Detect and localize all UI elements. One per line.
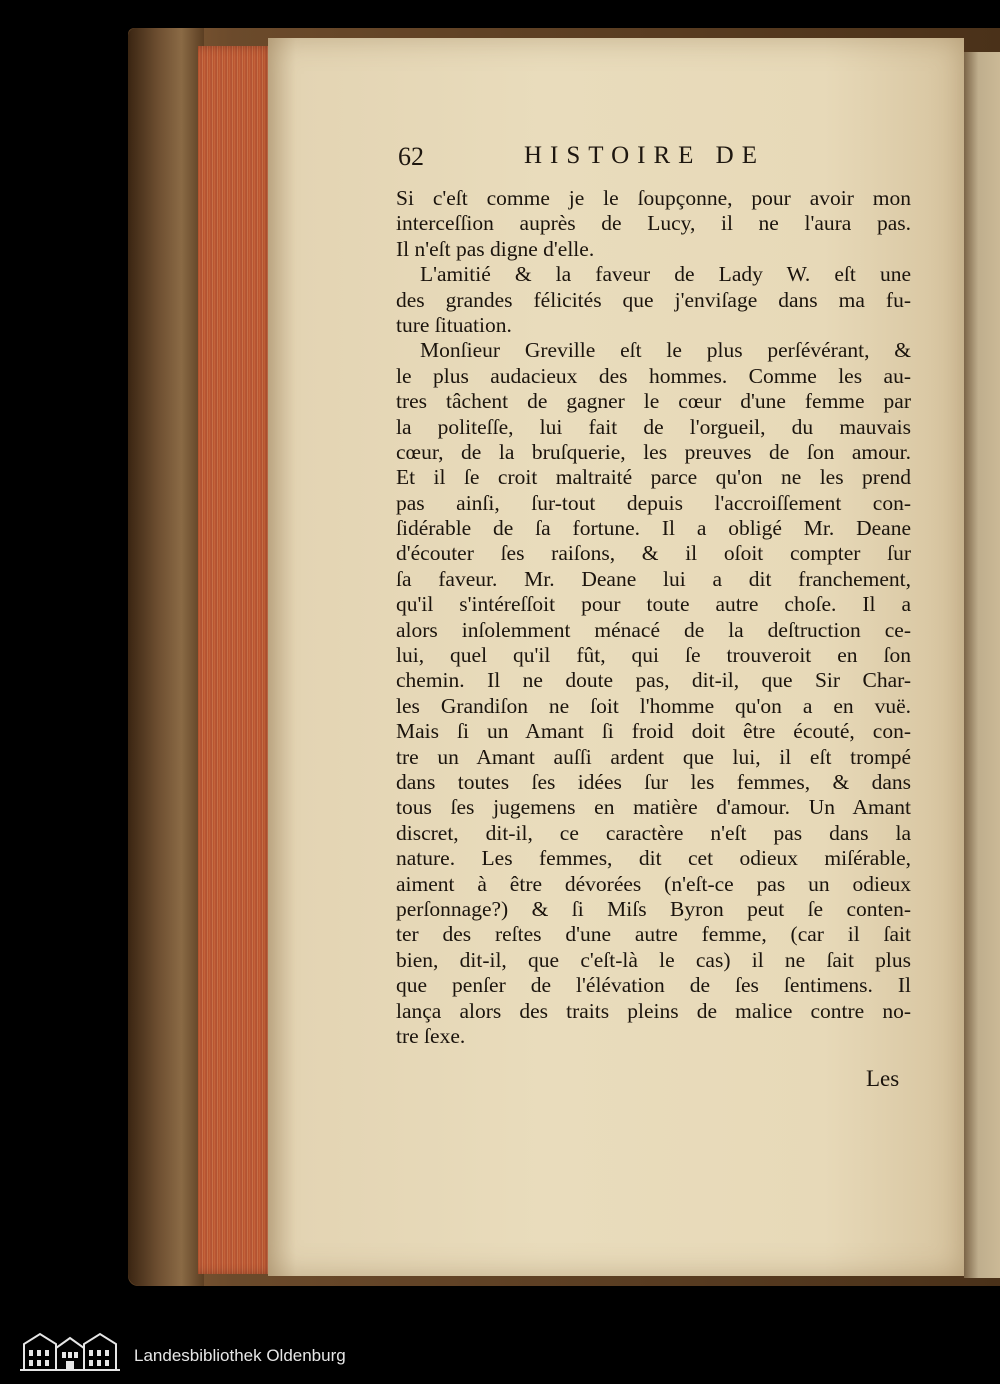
page-edges [198,46,276,1274]
text-line: L'amitié & la faveur de Lady W. eſt une [420,262,911,287]
text-line: Mais ſi un Amant ſi froid doit être écouté, con- [396,719,911,744]
text-line: pas ainſi, ſur-tout depuis l'accroiſſement con- [396,490,911,515]
text-line: aiment à être dévorées (n'eſt-ce pas un odieux [396,871,911,896]
text-line: perſonnage?) & ſi Miſs Byron peut ſe conten- [396,896,911,921]
body-text [396,186,911,1049]
text-line: nature. Les femmes, dit cet odieux miſérable, [396,846,911,871]
text-line: ter des reſtes d'une autre femme, (car il ſait [396,922,911,947]
text-line: que penſer de l'élévation de ſes ſentimens. Il [396,973,911,998]
text-line: discret, dit-il, ce caractère n'eſt pas dans la [396,820,911,845]
text-line: Si c'eſt comme je le ſoupçonne, pour avoir mon [396,186,911,210]
text-line: ſidérable de ſa fortune. Il a obligé Mr. Deane [396,516,911,541]
text-line: qu'il s'intéreſſoit pour toute autre choſe. Il a [396,592,911,617]
text-line: ture ſituation. [396,312,512,337]
text-line: lui, quel qu'il fût, qui ſe trouveroit en ſon [396,643,911,668]
text-line: tous ſes jugemens en matière d'amour. Un Amant [396,795,911,820]
book-spine [128,28,204,1286]
text-line: Et il ſe croit maltraité parce qu'on ne les prend [396,465,911,490]
text-line: d'écouter ſes raiſons, & il oſoit compter ſur [396,541,911,566]
text-line: Il n'eſt pas digne d'elle. [396,236,595,261]
page-number: 62 [398,142,424,171]
text-line: ſa faveur. Mr. Deane lui a dit franchement, [396,566,911,591]
text-line: la politeſſe, lui fait de l'orgueil, du mauvais [396,414,911,439]
text-line: bien, dit-il, que c'eſt-là le cas) il ne ſait plus [396,947,911,972]
text-line: interceſſion auprès de Lucy, il ne l'aura pas. [396,211,911,236]
text-line: tres tâchent de gagner le cœur d'une femme par [396,389,911,414]
facing-page-edge [964,52,1000,1278]
library-building-icon [20,1328,120,1372]
text-line: les Grandiſon ne ſoit l'homme qu'on a en vuë. [396,693,911,718]
library-name[interactable]: Landesbibliothek Oldenburg [134,1346,346,1365]
text-line: le plus audacieux des hommes. Comme les au- [396,363,911,388]
text-line: tre ſexe. [396,1023,466,1048]
text-line: des grandes félicités que j'enviſage dans ma fu- [396,287,911,312]
text-line: cœur, de la bruſquerie, les preuves de ſon amour. [396,439,911,464]
text-line: chemin. Il ne doute pas, dit-il, que Sir Char- [396,668,911,693]
text-line: Monſieur Greville eſt le plus perſévérant, & [420,338,911,363]
running-title: HISTOIRE DE [524,142,766,169]
catchword: Les [866,1066,900,1091]
running-head [398,142,918,176]
footer-bar [0,1316,1000,1384]
text-line: tre un Amant auſſi ardent que lui, il eſt trompé [396,744,911,769]
text-line: lança alors des traits pleins de malice contre no- [396,998,911,1023]
text-line: dans toutes ſes idées ſur les femmes, & dans [396,769,911,794]
text-line: alors inſolemment ménacé de la deſtruction ce- [396,617,911,642]
